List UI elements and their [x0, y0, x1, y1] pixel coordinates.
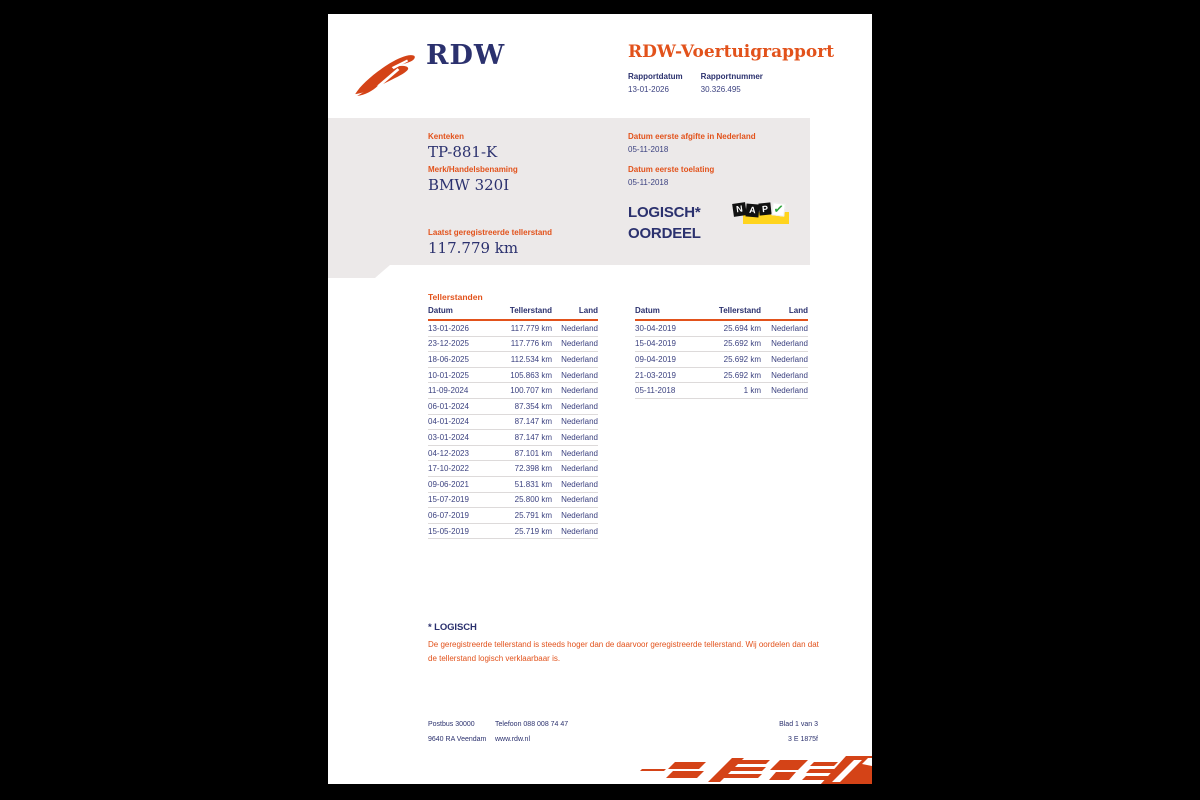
- footnote-title: * LOGISCH: [428, 622, 477, 633]
- col-datum: Datum: [635, 306, 699, 320]
- table-cell: 04-12-2023: [428, 445, 490, 461]
- nap-letter-p: P: [758, 202, 771, 215]
- table-cell: 72.398 km: [490, 461, 552, 477]
- nap-letter-a: A: [745, 203, 759, 217]
- table-row: [428, 445, 598, 461]
- table-cell: Nederland: [552, 445, 598, 461]
- table-row: [428, 476, 598, 492]
- report-date-label: Rapportdatum: [628, 72, 683, 81]
- table-row: [428, 367, 598, 383]
- table-cell: 15-07-2019: [428, 492, 490, 508]
- table-cell: 09-04-2019: [635, 352, 699, 368]
- table-cell: 51.831 km: [490, 476, 552, 492]
- table-cell: 117.776 km: [490, 336, 552, 352]
- laatste-tellerstand-label: Laatst geregistreerde tellerstand: [428, 228, 553, 237]
- table-cell: 13-01-2026: [428, 320, 490, 336]
- table-cell: Nederland: [552, 430, 598, 446]
- table-cell: 25.694 km: [699, 320, 761, 336]
- footer-postbus: Postbus 30000: [428, 721, 475, 728]
- table-row: [428, 461, 598, 477]
- table-cell: Nederland: [552, 476, 598, 492]
- page-title: RDW-Voertuigrapport: [628, 42, 835, 62]
- table-cell: Nederland: [552, 367, 598, 383]
- kenteken-value: TP-881-K: [428, 143, 498, 161]
- report-meta: [628, 72, 763, 94]
- document-page: [328, 14, 872, 784]
- rdw-logo: [350, 38, 510, 96]
- table-cell: 112.534 km: [490, 352, 552, 368]
- nap-logo: [733, 202, 789, 225]
- table-cell: 23-12-2025: [428, 336, 490, 352]
- afgifte-value: 05-11-2018: [628, 145, 669, 154]
- table-cell: 87.101 km: [490, 445, 552, 461]
- report-date-value: 13-01-2026: [628, 85, 669, 94]
- table-cell: Nederland: [552, 523, 598, 539]
- table-cell: Nederland: [761, 352, 808, 368]
- table-header-row: [428, 306, 598, 320]
- table-cell: 30-04-2019: [635, 320, 699, 336]
- table-cell: 11-09-2024: [428, 383, 490, 399]
- report-number: [701, 72, 763, 94]
- table-row: [428, 383, 598, 399]
- table-cell: 18-06-2025: [428, 352, 490, 368]
- col-land: Land: [552, 306, 598, 320]
- table-cell: 06-01-2024: [428, 398, 490, 414]
- nap-letter-n: N: [732, 202, 747, 217]
- table-cell: 15-04-2019: [635, 336, 699, 352]
- logo-wordmark: RDW: [426, 40, 506, 71]
- table-row: [635, 383, 808, 399]
- nap-check-icon: ✓: [772, 201, 785, 217]
- table-cell: 87.147 km: [490, 430, 552, 446]
- table-cell: 105.863 km: [490, 367, 552, 383]
- table-row: [635, 367, 808, 383]
- tellerstanden-heading: Tellerstanden: [428, 292, 483, 302]
- table-row: [428, 352, 598, 368]
- table-row: [428, 523, 598, 539]
- footer-blad: Blad 1 van 3: [779, 721, 818, 728]
- table-cell: 09-06-2021: [428, 476, 490, 492]
- col-land: Land: [761, 306, 808, 320]
- table-cell: Nederland: [552, 383, 598, 399]
- kenteken-label: Kenteken: [428, 132, 465, 141]
- table-cell: Nederland: [552, 320, 598, 336]
- table-cell: 15-05-2019: [428, 523, 490, 539]
- table-cell: Nederland: [552, 461, 598, 477]
- table-row: [428, 336, 598, 352]
- laatste-tellerstand-value: 117.779 km: [428, 239, 519, 257]
- col-tellerstand: Tellerstand: [699, 306, 761, 320]
- table-row: [428, 414, 598, 430]
- table-cell: Nederland: [552, 508, 598, 524]
- table-cell: Nederland: [552, 414, 598, 430]
- table-header-row: [635, 306, 808, 320]
- table-cell: Nederland: [552, 398, 598, 414]
- afgifte-label: Datum eerste afgifte in Nederland: [628, 132, 756, 141]
- table-cell: Nederland: [761, 383, 808, 399]
- table-row: [428, 430, 598, 446]
- footer-website: www.rdw.nl: [495, 736, 531, 743]
- footer-pageinfo: [779, 717, 818, 747]
- table-cell: 06-07-2019: [428, 508, 490, 524]
- table-cell: 1 km: [699, 383, 761, 399]
- table-cell: 117.779 km: [490, 320, 552, 336]
- table-cell: 25.719 km: [490, 523, 552, 539]
- table-cell: 03-01-2024: [428, 430, 490, 446]
- table-cell: 04-01-2024: [428, 414, 490, 430]
- report-date: [628, 72, 683, 94]
- table-cell: Nederland: [552, 492, 598, 508]
- oordeel-line1: LOGISCH*: [628, 204, 701, 221]
- table-cell: 05-11-2018: [635, 383, 699, 399]
- table-row: [428, 398, 598, 414]
- col-datum: Datum: [428, 306, 490, 320]
- toelating-label: Datum eerste toelating: [628, 165, 715, 174]
- footer-form-code: 3 E 1875f: [788, 736, 818, 743]
- footer-contact: [495, 717, 568, 747]
- footer-phone: Telefoon 088 008 74 47: [495, 721, 569, 728]
- table-cell: 25.791 km: [490, 508, 552, 524]
- oordeel-line2: OORDEEL: [628, 225, 701, 242]
- tellerstanden-table-right: [635, 306, 808, 399]
- table-row: [635, 320, 808, 336]
- table-cell: 21-03-2019: [635, 367, 699, 383]
- table-cell: 87.354 km: [490, 398, 552, 414]
- table-cell: Nederland: [552, 336, 598, 352]
- table-cell: Nederland: [761, 336, 808, 352]
- table-row: [428, 508, 598, 524]
- table-cell: 10-01-2025: [428, 367, 490, 383]
- toelating-value: 05-11-2018: [628, 178, 669, 187]
- table-cell: 17-10-2022: [428, 461, 490, 477]
- report-number-value: 30.326.495: [700, 85, 741, 94]
- footer-address: [428, 717, 486, 747]
- merk-label: Merk/Handelsbenaming: [428, 165, 518, 174]
- table-row: [635, 336, 808, 352]
- table-cell: 25.692 km: [699, 367, 761, 383]
- table-cell: Nederland: [761, 367, 808, 383]
- footer-city: 9640 RA Veendam: [428, 736, 487, 743]
- table-row: [428, 492, 598, 508]
- table-cell: 25.692 km: [699, 336, 761, 352]
- merk-value: BMW 320I: [428, 176, 510, 194]
- table-cell: 25.800 km: [490, 492, 552, 508]
- report-number-label: Rapportnummer: [700, 72, 763, 81]
- table-row: [428, 320, 598, 336]
- tellerstanden-table-left: [428, 306, 598, 539]
- feather-icon: [350, 46, 420, 96]
- table-row: [635, 352, 808, 368]
- table-cell: Nederland: [552, 352, 598, 368]
- oordeel-text: [628, 202, 701, 244]
- table-cell: Nederland: [761, 320, 808, 336]
- speed-stripes-graphic: [640, 756, 872, 784]
- col-tellerstand: Tellerstand: [490, 306, 552, 320]
- table-cell: 25.692 km: [699, 352, 761, 368]
- table-cell: 100.707 km: [490, 383, 552, 399]
- table-cell: 87.147 km: [490, 414, 552, 430]
- logisch-footnote: [428, 622, 828, 666]
- footnote-text: De geregistreerde tellerstand is steeds hoger dan de daarvoor geregistreerde tellerstand. Wij oordelen dan dat de tellerstand logisch verklaarbaar is.: [428, 640, 819, 663]
